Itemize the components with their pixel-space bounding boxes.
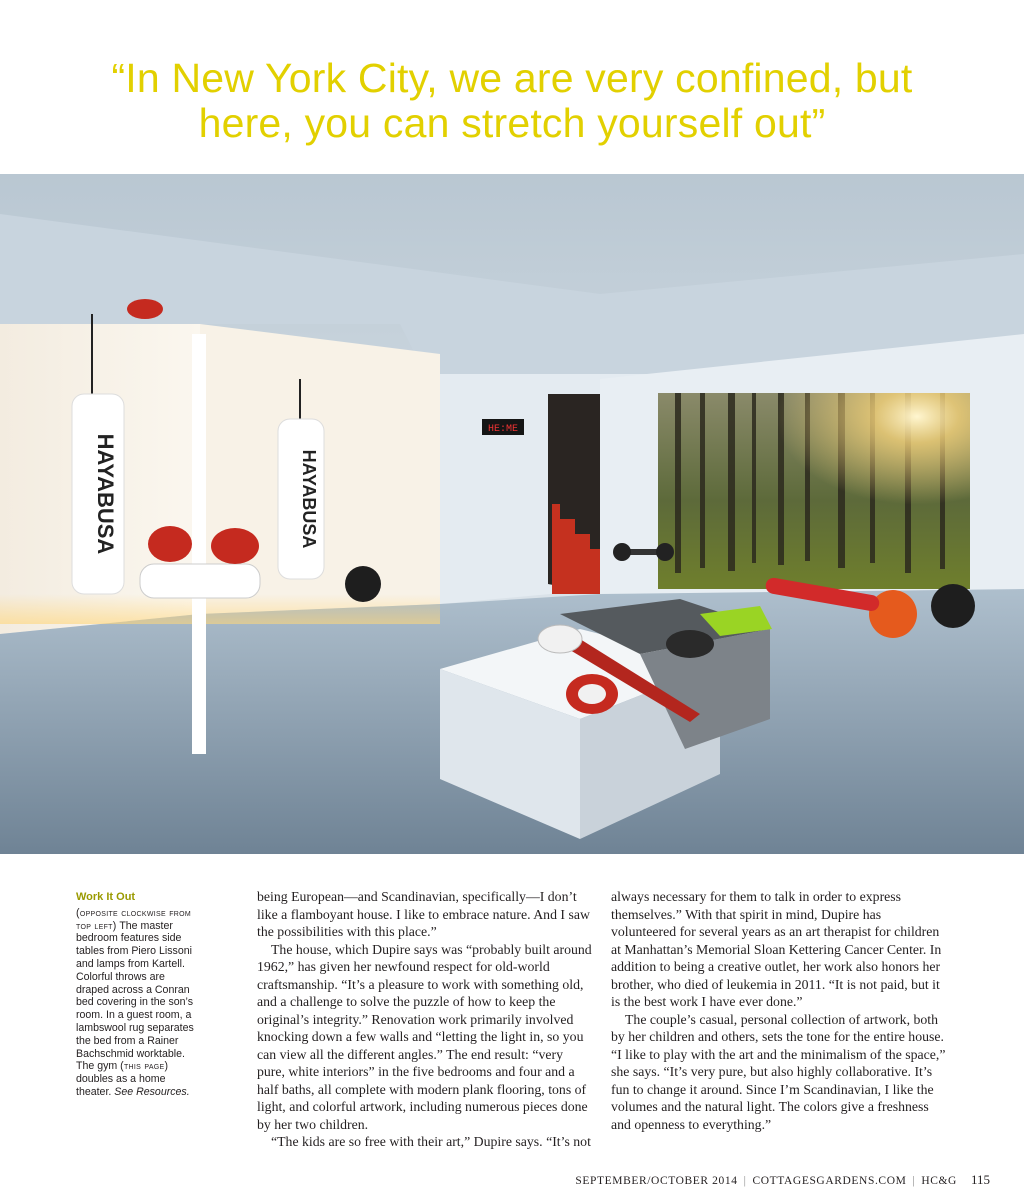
folio-magazine: HC&G (921, 1175, 957, 1187)
column-1-paragraph-3: “The kids are so free with their art,” Dupire says. “It’s not (271, 1134, 591, 1149)
punching-bag-right-brand: HAYABUSA (299, 449, 319, 549)
folio-issue: SEPTEMBER/OCTOBER 2014 (575, 1175, 738, 1187)
page-number: 115 (970, 1172, 990, 1187)
caption-resources: See Resources. (114, 1085, 190, 1098)
caption-title: Work It Out (76, 891, 136, 903)
column-1-paragraph-1: being European—and Scandinavian, specifically—I don’t like a flamboyant house. I like to embrace nature. And I saw the possibilities with this place.” (257, 889, 590, 939)
scoreboard-text: HE:ME (487, 424, 519, 435)
home-gym-photo (0, 174, 1024, 854)
punching-bag-left-brand: HAYABUSA (93, 433, 118, 555)
column-2-paragraph-1: always necessary for them to talk in order to express themselves.” With that spirit in mind, Dupire has volunteered for several years as an art therapist for children at Manhattan’s Memorial Sloan Kettering Cancer Center. In addition to being a creative outlet, her work also honors her brother, who died of leukemia in 2011. “It is not paid, but it is the best work I have ever done.” (611, 889, 942, 1009)
article-column-2 (611, 888, 947, 1133)
column-1-paragraph-2: The house, which Dupire says was “probably built around 1962,” has given her newfound respect for old-world craftsmanship. “It’s a pleasure to work with something old, and a challenge to solve the puzzle of how to keep the original’s integrity.” Renovation work primarily involved knocking down a few walls and “letting the light in, so you can view all the different angles.” The end result: “very pure, white interiors” in the five bedrooms and four and a half baths, all complete with modern plank flooring, tons of light, and colorful artwork, including numerous pieces done by her two children. (257, 941, 592, 1132)
pull-quote-line-2: here, you can stretch yourself out” (198, 100, 826, 146)
photo-caption (76, 891, 196, 1099)
folio-separator-1: | (743, 1175, 747, 1187)
column-2-paragraph-2: The couple’s casual, personal collection of artwork, both by her children and others, sets the tone for the entire house. “I like to play with the art and the minimalism of the space,” she says. “It’s very pure, but also highly collaborative. It’s fun to change it around. Since I’m Scandinavian, I like the volumes and the natural light. The colors give a freshness and openness to everything.” (611, 1011, 946, 1132)
page-folio (560, 1172, 990, 1188)
caption-directional-1: (opposite clockwise from top left) (76, 906, 192, 932)
caption-directional-2: (this page) (120, 1060, 169, 1073)
pull-quote-line-1: “In New York City, we are very confined, but (111, 55, 913, 101)
folio-separator-2: | (912, 1175, 916, 1187)
article-column-1 (257, 888, 593, 1151)
caption-text-1: The master bedroom features side tables from Piero Lissoni and lamps from Kartell. Colorful throws are draped across a Conran bed covering in the son’s room. In a guest room, a lambswool rug separates the bed from a Rainer Bachschmid worktable. The gym (76, 919, 194, 1073)
pull-quote (0, 56, 1024, 146)
caption-text-2: doubles as a home theater. (76, 1073, 166, 1098)
folio-website: COTTAGESGARDENS.COM (752, 1175, 907, 1187)
